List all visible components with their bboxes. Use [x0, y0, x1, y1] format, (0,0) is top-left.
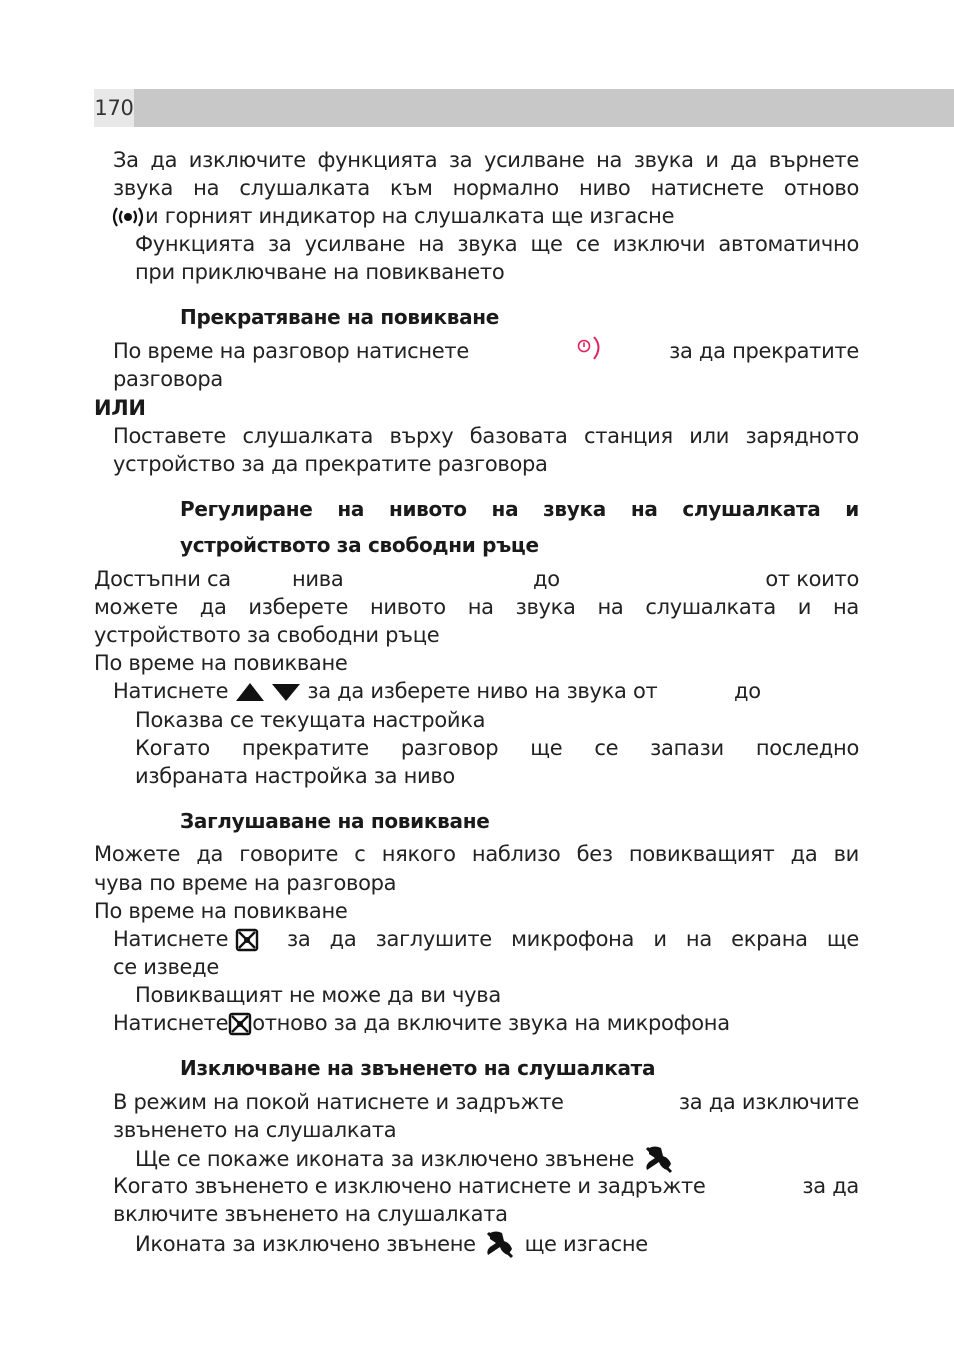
mute-line-5: се изведе	[113, 955, 219, 979]
mute-line-2: чува по време на разговора	[94, 871, 397, 895]
ringer-line-4b: за да	[802, 1174, 859, 1198]
ringer-line-3: Ще се покаже иконата за изключено звънене	[135, 1147, 635, 1171]
volume-heading-1: Регулиране на нивото на звука на слушалката и	[180, 497, 859, 521]
end-call-line-1b: за да прекратите	[669, 339, 859, 363]
page-number: 170	[94, 89, 134, 127]
mute-line-4b: за да заглушите микрофона и на екрана ще	[287, 927, 859, 951]
mute-line-3: По време на повикване	[94, 899, 348, 923]
volume-line-1b: нива	[292, 567, 344, 591]
volume-up-icon	[235, 681, 265, 703]
mute-line-7a: Натиснете	[113, 1011, 229, 1035]
or-label: ИЛИ	[94, 396, 146, 420]
intro-line-5: при приключване на повикването	[135, 260, 505, 284]
ringer-line-5: включите звъненето на слушалката	[113, 1202, 508, 1226]
volume-line-7: Когато прекратите разговор ще се запази последно	[135, 736, 859, 760]
ringer-line-6a: Иконата за изключено звънене	[135, 1232, 476, 1256]
end-call-line-4: устройство за да прекратите разговора	[113, 452, 548, 476]
end-call-heading: Прекратяване на повикване	[180, 305, 500, 329]
end-call-line-3: Поставете слушалката върху базовата станция или зарядното	[113, 424, 859, 448]
volume-line-6: Показва се текущата настройка	[135, 708, 486, 732]
ringer-line-1b: за да изключите	[678, 1090, 859, 1114]
header-bar	[94, 89, 954, 127]
end-call-icon	[576, 335, 606, 363]
volume-line-2: можете да изберете нивото на звука на слушалката и на	[94, 595, 859, 619]
volume-line-5a: Натиснете	[113, 679, 229, 703]
volume-down-icon	[271, 681, 301, 703]
ringer-line-1a: В режим на покой натиснете и задръжте	[113, 1090, 564, 1114]
intro-line-1: За да изключите функцията за усилване на звука и да върнете	[113, 148, 859, 172]
mute-line-6: Повикващият не може да ви чува	[135, 983, 501, 1007]
sound-boost-icon	[111, 206, 145, 228]
intro-line-3: и горният индикатор на слушалката ще изгасне	[145, 204, 675, 228]
end-call-line-1a: По време на разговор натиснете	[113, 339, 469, 363]
volume-line-8: избраната настройка за ниво	[135, 764, 455, 788]
intro-line-4: Функцията за усилване на звука ще се изключи автоматично	[135, 232, 859, 256]
volume-line-5b: за да изберете ниво на звука от	[307, 679, 658, 703]
intro-line-2: звука на слушалката към нормално ниво натиснете отново	[113, 176, 859, 200]
mute-heading: Заглушаване на повикване	[180, 809, 490, 833]
mute-line-7b: отново за да включите звука на микрофона	[252, 1011, 730, 1035]
volume-line-4: По време на повикване	[94, 651, 348, 675]
ringer-line-4a: Когато звъненето е изключено натиснете и задръжте	[113, 1174, 706, 1198]
ringer-line-6b: ще изгасне	[524, 1232, 648, 1256]
volume-line-1d: от които	[765, 567, 859, 591]
mute-icon	[228, 1012, 252, 1036]
volume-line-1c: до	[533, 567, 560, 591]
volume-line-1a: Достъпни са	[94, 567, 231, 591]
end-call-line-2: разговора	[113, 367, 223, 391]
ringer-line-2: звъненето на слушалката	[113, 1118, 397, 1142]
mute-line-1: Можете да говорите с някого наблизо без повикващият да ви	[94, 842, 859, 866]
ringer-heading: Изключване на звъненето на слушалката	[180, 1056, 656, 1080]
volume-line-3: устройството за свободни ръце	[94, 623, 440, 647]
mute-icon	[235, 928, 259, 952]
mute-line-4a: Натиснете	[113, 927, 229, 951]
ringer-off-icon	[482, 1229, 518, 1261]
volume-heading-2: устройството за свободни ръце	[180, 533, 539, 557]
volume-line-5c: до	[734, 679, 761, 703]
